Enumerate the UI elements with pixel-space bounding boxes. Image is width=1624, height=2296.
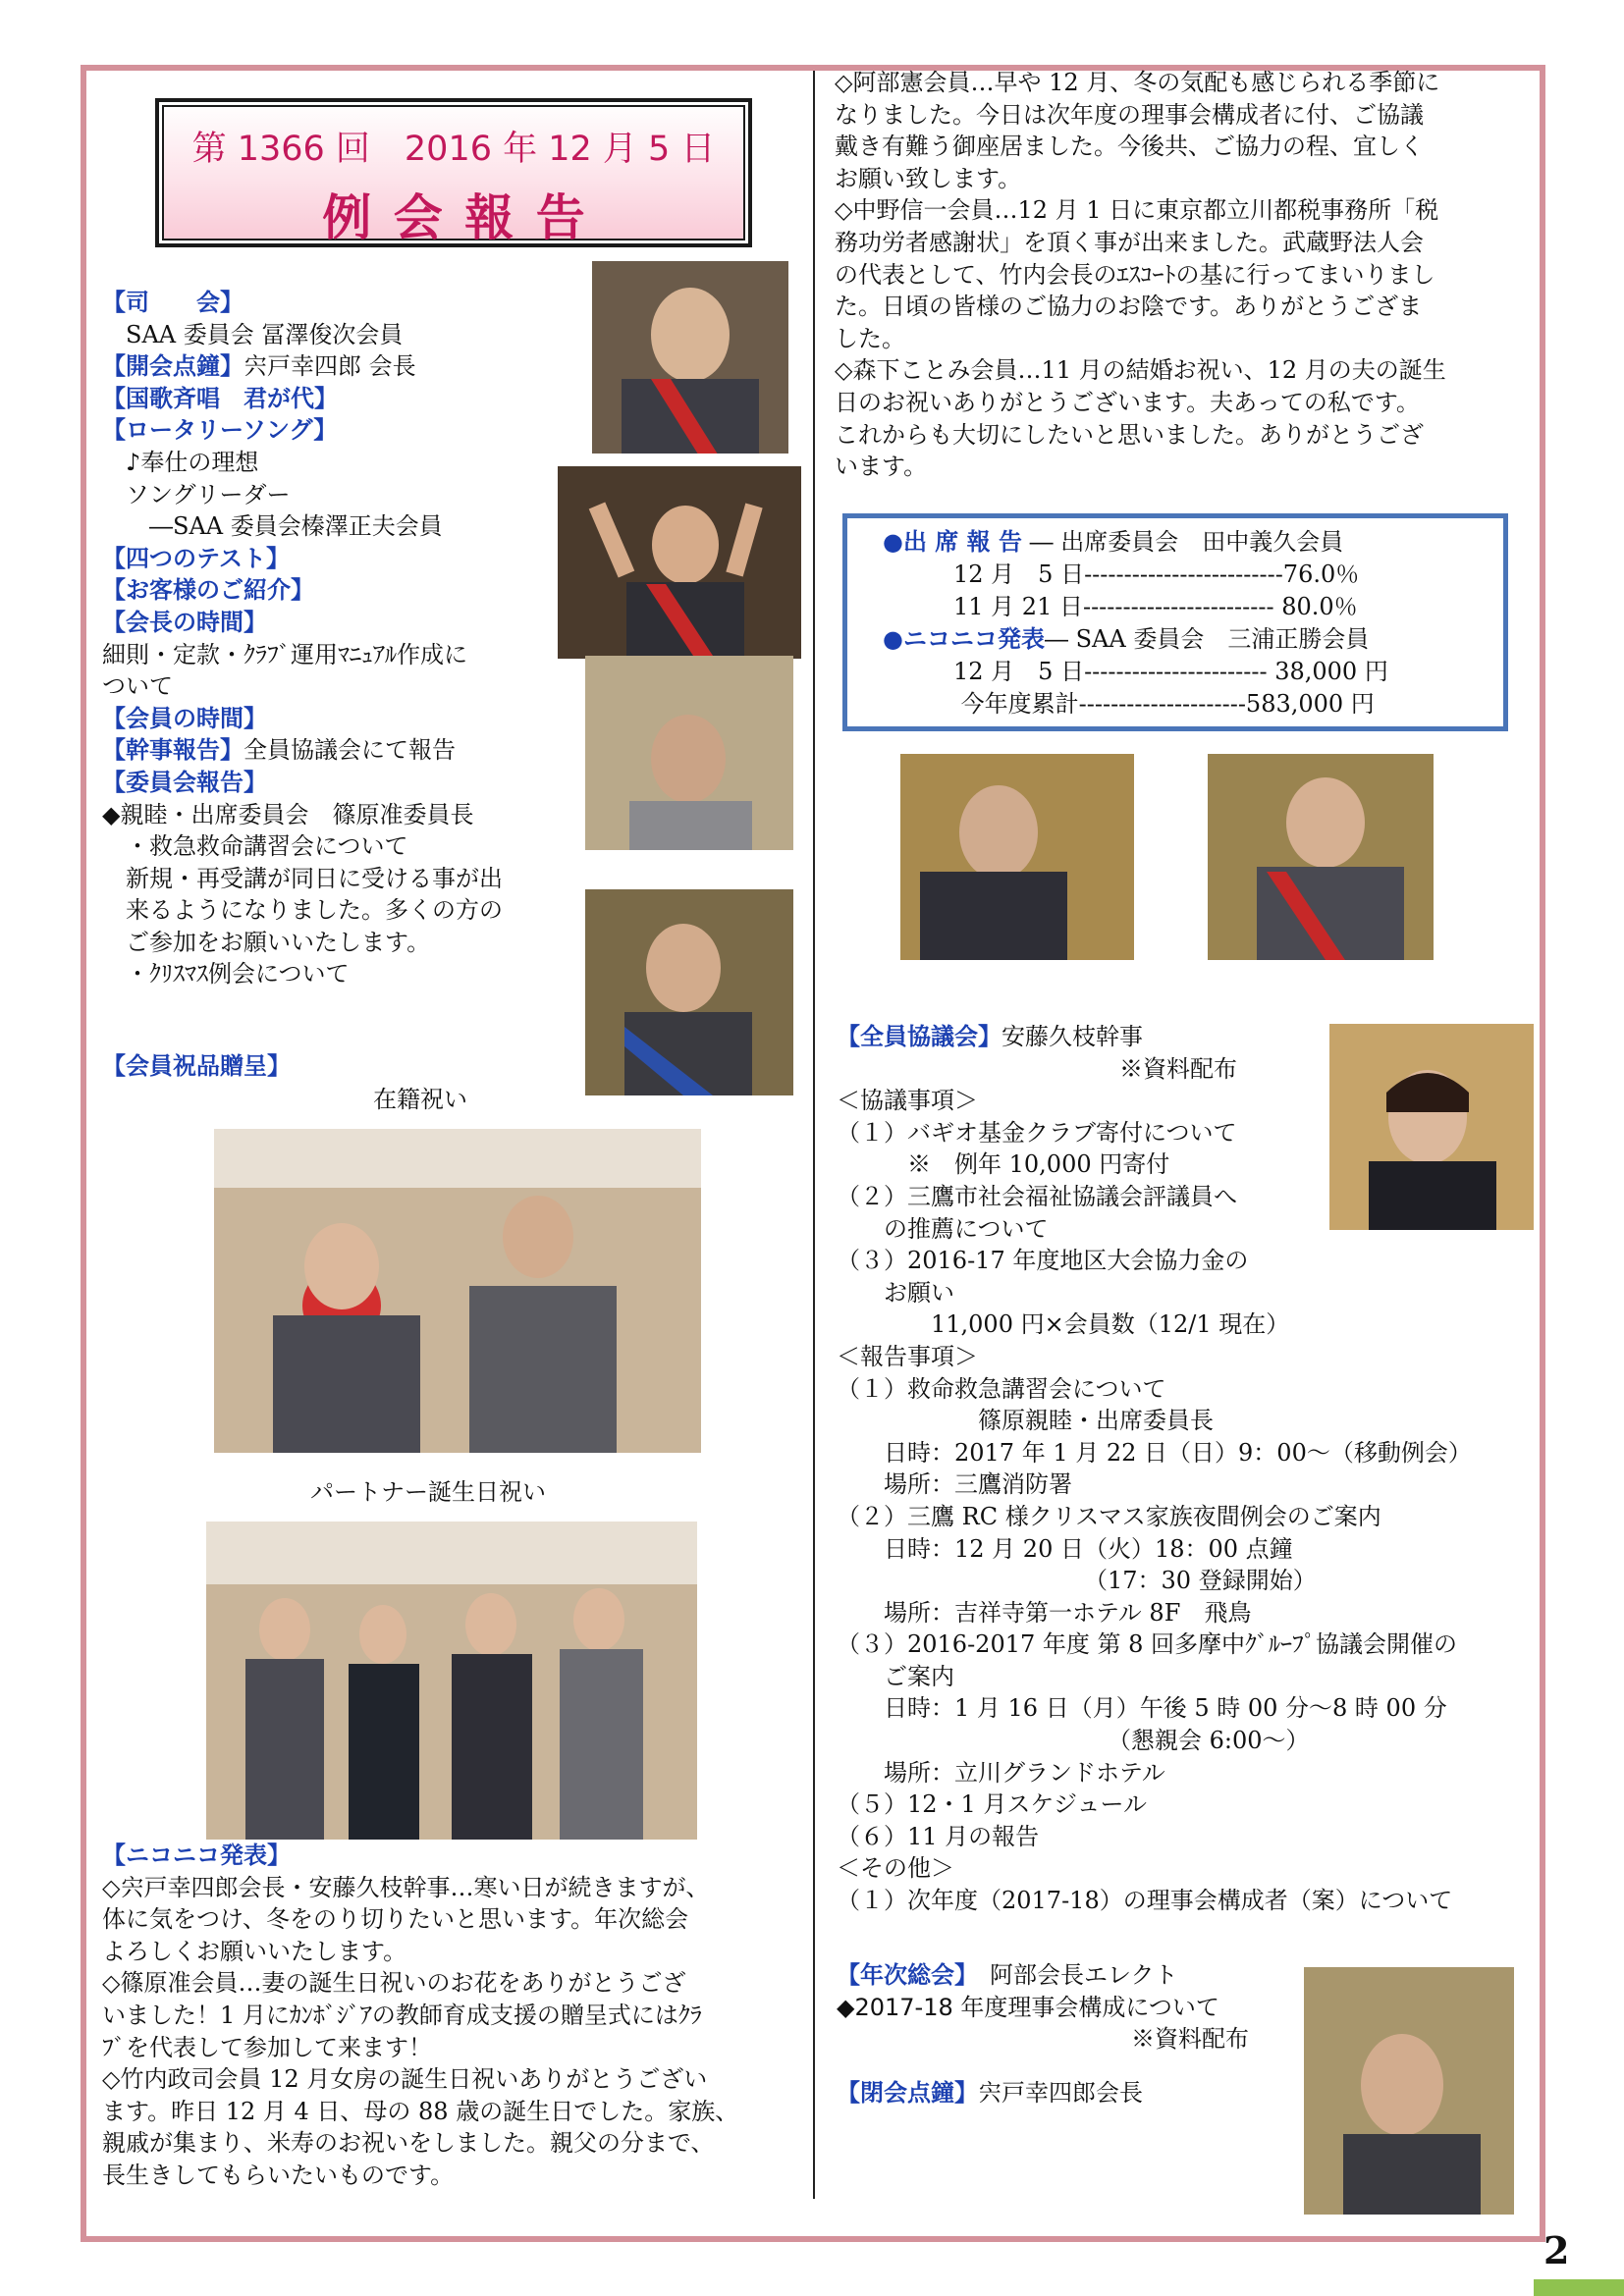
corner-accent [1534,2279,1624,2296]
photo-member-2 [1208,754,1434,960]
kyogi-line: （１）救命救急講習会について [837,1374,1166,1403]
soukai-heading: 【年次総会】 [837,1961,966,1989]
agenda-line [102,287,503,319]
kyogi-line: （３）2016-17 年度地区大会協力金の [837,1247,1249,1275]
niko-comment-line: した。 [835,324,905,352]
agenda-line [102,894,503,927]
agenda-line [102,607,503,639]
kyogi-line: ＜報告事項＞ [837,1342,978,1370]
agenda-line [102,767,503,799]
kyogi-line: 場所：三鷹消防署 [837,1470,1072,1499]
niko-comment-line: ◇中野信一会員…12 月 1 日に東京都立川都税事務所「税 [835,196,1439,225]
attendance-label: ●出 席 報 告 [883,528,1023,556]
niko-comment-line: ◇宍戸幸四郎会長・安藤久枝幹事…寒い日が続きますが、 [102,1873,710,1901]
agenda-line [102,734,503,767]
kyogi-line: 場所：吉祥寺第一ホテル 8F 飛鳥 [837,1598,1252,1627]
niko-comment-line: 長生きしてもらいたいものです。 [102,2161,455,2189]
closing-president: 宍戸幸四郎会長 [978,2078,1143,2107]
niko-comment-line: ﾌﾞを代表して参加して来ます！ [102,2033,432,2061]
photo-membership-anniversary [214,1129,701,1453]
niko-comment-line: います。 [835,453,928,481]
niko-comment-line: 戴き有難う御座居ました。今後共、ご協力の程、宜しく [835,133,1424,161]
agenda-heading: 【委員会報告】 [102,768,267,796]
niko-comment-line: これからも大切にしたいと思いました。ありがとうござ [835,420,1424,449]
kyogi-line: （２）三鷹 RC 様クリスマス家族夜間例会のご案内 [837,1502,1381,1530]
niko-comment-line: ます。昨日 12 月 4 日、母の 88 歳の誕生日でした。家族、 [102,2097,739,2125]
agenda-heading: 【四つのテスト】 [102,544,291,572]
kyogi-line: （17：30 登録開始） [837,1567,1317,1595]
agenda-line [102,383,503,415]
niko-total-committee: ― SAA 委員会 三浦正勝会員 [1044,625,1370,653]
soukai-line1: ◆2017-18 年度理事会構成について [837,1993,1219,2021]
agenda-text: ・ｸﾘｽﾏｽ例会について [102,960,350,988]
niko-comment-line: ◇森下ことみ会員…11 月の結婚お祝い、12 月の夫の誕生 [835,356,1446,385]
agenda-text: 新規・再受講が同日に受ける事が出 [102,864,503,892]
niko-comment-line: 親戚が集まり、米寿のお祝いをしました。親父の分まで、 [102,2129,715,2158]
agenda-text: ―SAA 委員会榛澤正夫会員 [102,512,443,541]
agenda-text: SAA 委員会 冨澤俊次会員 [102,320,404,348]
kyogi-line: 篠原親睦・出席委員長 [837,1407,1214,1435]
meeting-date: 第 1366 回 2016 年 12 月 5 日 [191,130,716,169]
column-divider [813,71,815,2199]
niko-heading: 【ニコニコ発表】 [102,1842,291,1869]
niko-comment-line: いました！1 月にｶﾝﾎﾞｼﾞｱの教師育成支援の贈呈式にはｸﾗ [102,2001,702,2029]
annual-meeting-section [837,1959,1249,2109]
photo-member-1 [900,754,1134,960]
caption-zaiseki [373,1084,467,1116]
report-title: 例会報告 [322,189,608,246]
attendance-committee: ― 出席委員会 田中義久会員 [1022,528,1344,556]
gift-section [102,1050,291,1083]
kyogi-line: ＜その他＞ [837,1854,954,1883]
soukai-elect: 阿部会長エレクト [966,1961,1178,1989]
photo-president [585,656,793,850]
photo-secretary [1329,1024,1534,1230]
niko-section [102,1840,738,2192]
kyogi-line: （５）12・1 月スケジュール [837,1790,1147,1819]
agenda-line [102,799,503,831]
niko-comment-line: ◇篠原准会員…妻の誕生日祝いのお花をありがとうござ [102,1969,686,1998]
soukai-line2: ※資料配布 [1131,2025,1249,2054]
niko-comment-line: ◇竹内政司会員 12 月女房の誕生日祝いありがとうござい [102,2065,708,2094]
agenda-text: ついて [102,672,173,701]
agenda-heading: 【幹事報告】 [102,736,244,765]
agenda-line [102,958,503,990]
niko-row-dec5: 12 月 5 日----------------------- 38,000 円 [883,658,1388,685]
agenda-text: ♪奉仕の理想 [102,448,259,476]
agenda-text: 来るようになりました。多くの方の [102,896,503,925]
niko-comment-line: なりました。今日は次年度の理事会構成者に付、ご協議 [835,100,1424,129]
kyogi-line: お願い [837,1278,954,1307]
caption-partner-birthday [310,1476,546,1509]
agenda-heading: 【ロータリーソング】 [102,416,338,445]
niko-comment-line: ◇阿部憲会員…早や 12 月、冬の気配も感じられる季節に [835,69,1440,96]
agenda-line [102,350,503,383]
kyogi-line: ※ 例年 10,000 円寄付 [837,1150,1170,1179]
agenda-text: ・救急救命講習会について [102,832,408,861]
kyogi-line: 場所：立川グランドホテル [837,1758,1165,1787]
agenda-line [102,319,503,351]
agenda-line [102,703,503,735]
agenda-text: 宍戸幸四郎 会長 [244,352,416,381]
agenda-heading: 【国歌斉唱 君が代】 [102,384,338,412]
kyogi-heading: 【全員協議会】 [837,1023,1001,1050]
agenda-heading: 【会長の時間】 [102,608,267,636]
kyogi-line: 日時：1 月 16 日（月）午後 5 時 00 分～8 時 00 分 [837,1694,1447,1723]
kyogi-line: （懇親会 6:00～） [837,1727,1310,1755]
agenda-heading: 【司 会】 [102,289,244,316]
kyogi-line: の推薦について [837,1214,1049,1243]
kyogi-line: ※資料配布 [837,1054,1237,1083]
photo-president-elect [1304,1967,1514,2215]
agenda-line [102,479,503,511]
niko-comments-continued [835,67,1446,483]
attendance-box [842,513,1508,731]
kyogi-line: 11,000 円×会員数（12/1 現在） [837,1310,1290,1339]
agenda-line [102,510,503,543]
attendance-row-dec5: 12 月 5 日-------------------------76.0％ [883,561,1360,588]
page-number: 2 [1543,2228,1570,2272]
agenda-text: 全員協議会にて報告 [244,736,456,765]
agenda-heading: 【開会点鐘】 [102,352,244,381]
agenda-heading: 【会員の時間】 [102,704,267,732]
photo-mc [592,261,788,454]
photo-partner-birthday [206,1522,697,1840]
agenda-line [102,670,503,703]
agenda-list [102,287,503,990]
gift-heading: 【会員祝品贈呈】 [102,1052,291,1080]
agenda-line [102,447,503,479]
niko-comment-line: 務功労者感謝状」を頂く事が出来ました。武蔵野法人会 [835,228,1424,256]
niko-comment-line: た。日頃の皆様のご協力のお陰です。ありがとうござま [835,293,1423,321]
agenda-text: 細則・定款・ｸﾗﾌﾞ運用ﾏﾆｭｱﾙ作成に [102,640,467,668]
niko-comment-line: お願い致します。 [835,164,1022,192]
kyogi-line: （３）2016-2017 年度 第 8 回多摩中ｸﾞﾙｰﾌﾟ協議会開催の [837,1630,1458,1659]
agenda-line [102,543,503,575]
agenda-line [102,927,503,959]
agenda-text: ソングリーダー [102,480,291,508]
kyogi-line: （６）11 月の報告 [837,1822,1040,1850]
agenda-text: ご参加をお願いいたします。 [102,928,431,956]
report-title-box [155,98,752,247]
agenda-line [102,414,503,447]
niko-comment-line: 体に気をつけ、冬をのり切りたいと思います。年次総会 [102,1905,689,1934]
caption-partner-text: パートナー誕生日祝い [310,1478,546,1506]
kyogi-line: （１）バギオ基金クラブ寄付について [837,1118,1237,1147]
agenda-line [102,639,503,671]
closing-heading: 【閉会点鐘】 [837,2078,978,2107]
caption-zaiseki-text: 在籍祝い [373,1086,467,1113]
agenda-line [102,574,503,607]
niko-comment-line: 日のお祝いありがとうございます。夫あっての私です。 [835,388,1420,416]
niko-comment-line: の代表として、竹内会長のｴｽｺｰﾄの基に行ってまいりまし [835,260,1435,289]
kyogi-line: ＜協議事項＞ [837,1087,978,1115]
photo-committee-chair [585,889,793,1095]
agenda-text: ◆親睦・出席委員会 篠原准委員長 [102,800,474,828]
kyogi-line: 日時：2017 年 1 月 22 日（日）9：00～（移動例会） [837,1438,1472,1467]
agenda-line [102,863,503,895]
niko-comment-line: よろしくお願いいたします。 [102,1937,407,1965]
niko-total-label: ●ニコニコ発表 [883,625,1045,653]
kyogi-line: ご案内 [837,1662,954,1690]
niko-row-ytd: 今年度累計---------------------583,000 円 [883,690,1375,718]
photo-song-leader [558,466,801,659]
agenda-heading: 【お客様のご紹介】 [102,576,314,605]
agenda-line [102,830,503,863]
kyogi-line: （１）次年度（2017-18）の理事会構成者（案）について [837,1887,1453,1915]
kyogi-line: 日時：12 月 20 日（火）18：00 点鐘 [837,1534,1293,1563]
kyogi-line: （２）三鷹市社会福祉協議会評議員へ [837,1182,1237,1210]
kyogi-secretary: 安藤久枝幹事 [1001,1023,1143,1050]
attendance-row-nov21: 11 月 21 日------------------------ 80.0％ [883,593,1358,620]
